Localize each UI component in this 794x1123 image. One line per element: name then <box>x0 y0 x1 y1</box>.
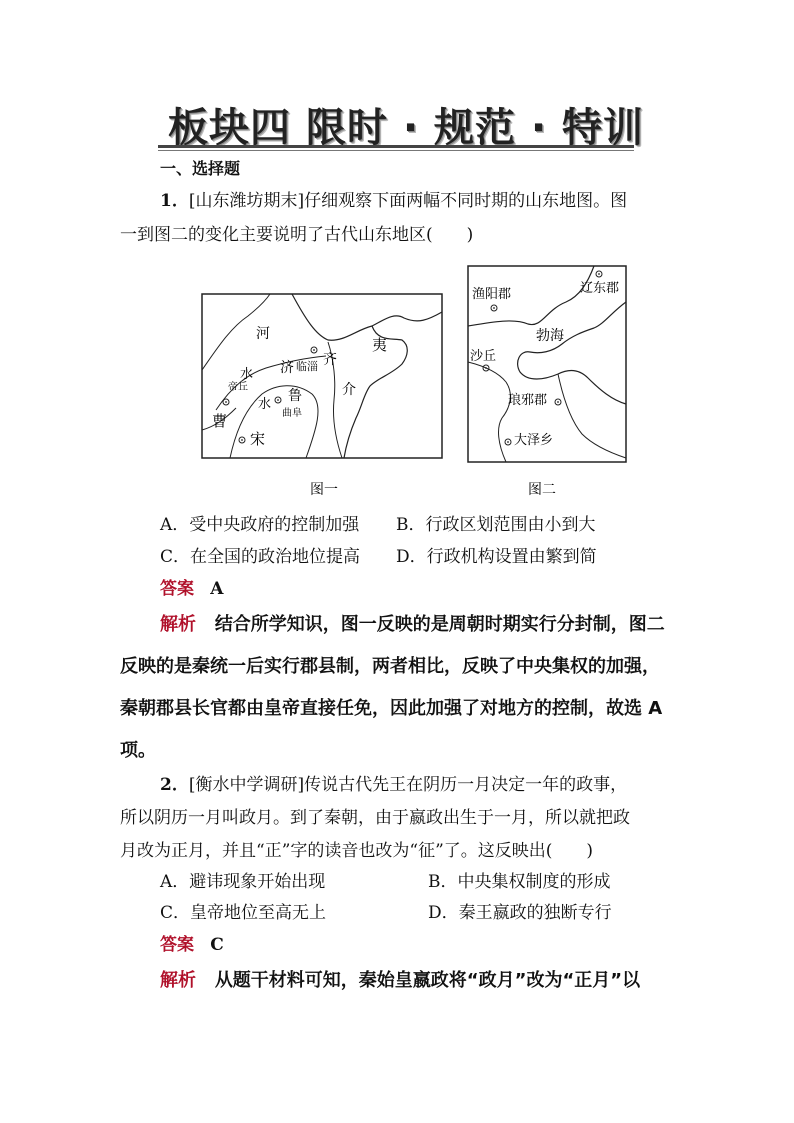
city-marker <box>493 307 495 309</box>
analysis-text: 从题干材料可知，秦始皇嬴政将“政月”改为“正月”以 <box>214 970 641 991</box>
question-number: 2． <box>160 775 189 795</box>
question-source: [山东潍坊期末] <box>188 191 305 211</box>
map-label: 齐 <box>323 352 337 368</box>
analysis-line-3: 秦朝郡县长官都由皇帝直接任免，因此加强了对地方的控制，故选 A <box>120 698 663 719</box>
city-marker <box>557 401 559 403</box>
city-marker <box>277 399 279 401</box>
city-marker <box>485 367 487 369</box>
map-label: 临淄 <box>296 360 318 373</box>
map-label: 宋 <box>250 430 266 448</box>
analysis-line-1 <box>160 616 665 634</box>
map-label: 沙丘 <box>470 349 497 364</box>
map-label: 河 <box>256 326 270 342</box>
analysis-line-2: 反映的是秦统一后实行郡县制，两者相比，反映了中央集权的加强， <box>120 656 660 677</box>
map-figure-1 <box>196 290 446 502</box>
figure-1-caption: 图一 <box>310 482 338 498</box>
analysis-line-1 <box>160 972 640 990</box>
option-a: A．受中央政府的控制加强 <box>160 515 360 535</box>
map-label: 帝丘 <box>228 382 248 393</box>
answer-value: A <box>210 579 224 599</box>
option-d: D．秦王嬴政的独断专行 <box>428 903 612 923</box>
map-label: 水 <box>240 367 254 382</box>
map-label: 渔阳郡 <box>472 287 512 302</box>
map-label: 介 <box>342 382 356 398</box>
map-label: 济 <box>280 360 294 376</box>
map-label: 曹 <box>212 412 228 430</box>
answer-row <box>160 581 223 598</box>
option-a: A．避讳现象开始出现 <box>160 872 326 892</box>
option-c: C．皇帝地位至高无上 <box>160 903 327 923</box>
option-c: C．在全国的政治地位提高 <box>160 547 361 567</box>
city-marker <box>313 349 315 351</box>
map-figure-2 <box>462 262 640 502</box>
answer-row <box>160 937 224 954</box>
figure-2-caption: 图二 <box>528 482 556 498</box>
question-stem: 传说古代先王在阴历一月决定一年的政事， <box>304 775 628 795</box>
section-heading: 一、选择题 <box>160 159 241 178</box>
answer-value: C <box>210 935 224 955</box>
map-label: 水 <box>258 397 272 412</box>
analysis-label: 解析 <box>160 614 196 635</box>
question-1-stem-line-2: 一到图二的变化主要说明了古代山东地区( ) <box>120 225 474 245</box>
map-label: 鲁 <box>288 388 302 404</box>
map-label: 辽东郡 <box>580 281 620 296</box>
question-2-stem-line-3: 月改为正月，并且“正”字的读音也改为“征”了。这反映出( ) <box>120 841 594 861</box>
city-marker <box>225 401 227 403</box>
question-1-stem-line-1 <box>160 193 627 210</box>
map-label: 勃海 <box>536 328 564 344</box>
map-label: 大泽乡 <box>514 433 554 448</box>
city-marker <box>241 439 243 441</box>
question-2-stem-line-1 <box>160 777 627 794</box>
city-marker <box>598 273 600 275</box>
analysis-line-4: 项。 <box>120 740 156 761</box>
title-rule <box>158 145 634 148</box>
map-label: 曲阜 <box>282 408 302 419</box>
option-b: B．行政区划范围由小到大 <box>396 515 596 535</box>
page-title: 板块四 限时 · 规范 · 特训 <box>168 105 645 151</box>
map-label: 琅邪郡 <box>508 393 548 408</box>
analysis-label: 解析 <box>160 970 196 991</box>
map-label: 夷 <box>372 336 388 354</box>
option-b: B．中央集权制度的形成 <box>428 872 611 892</box>
answer-label: 答案 <box>160 935 194 955</box>
analysis-text: 结合所学知识，图一反映的是周朝时期实行分封制，图二 <box>214 614 665 635</box>
city-marker <box>507 441 509 443</box>
option-d: D．行政机构设置由繁到简 <box>396 547 597 567</box>
question-stem: 仔细观察下面两幅不同时期的山东地图。图 <box>304 191 628 211</box>
answer-label: 答案 <box>160 579 194 599</box>
title-rule-thin <box>158 150 634 151</box>
question-source: [衡水中学调研] <box>188 775 305 795</box>
question-2-stem-line-2: 所以阴历一月叫政月。到了秦朝，由于嬴政出生于一月，所以就把政 <box>120 808 630 828</box>
question-number: 1． <box>160 191 189 211</box>
